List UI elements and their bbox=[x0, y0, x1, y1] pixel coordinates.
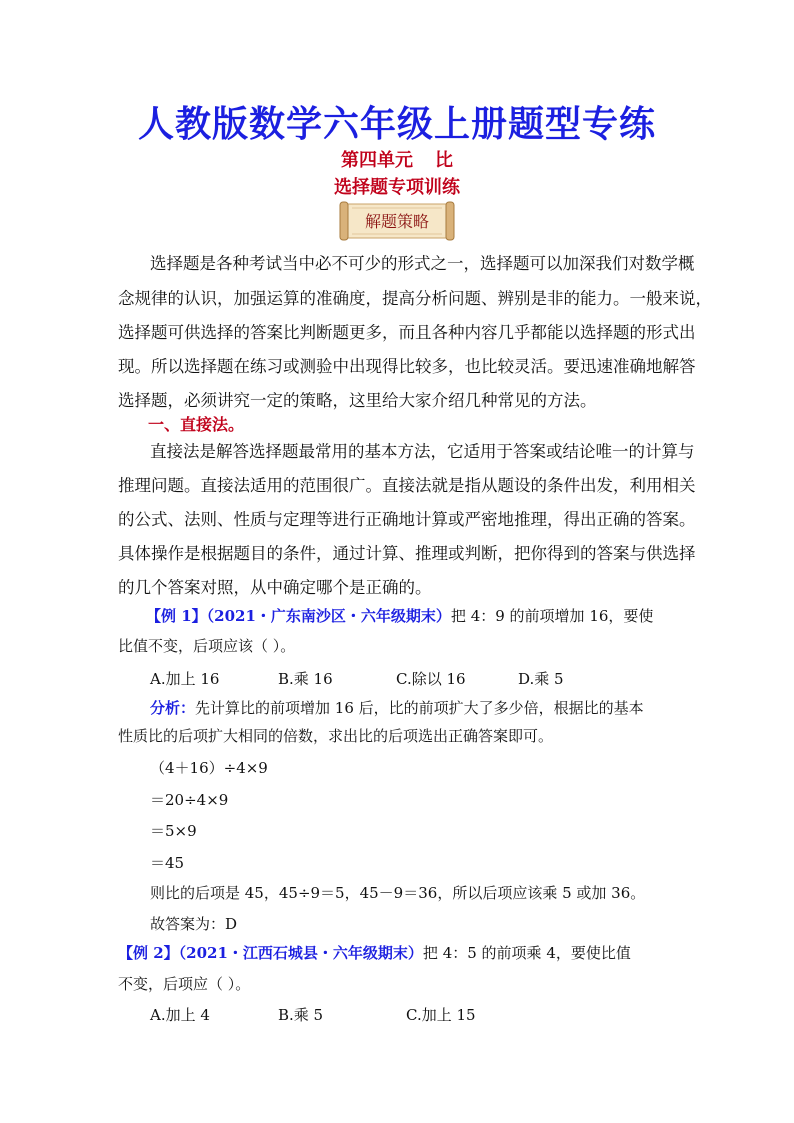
intro-line: 念规律的认识，加强运算的准确度，提高分析问题、辨别是非的能力。一般来说， bbox=[118, 289, 712, 308]
example2-question-cont: 不变，后项应（ ）。 bbox=[118, 975, 251, 993]
option-b: B.乘 16 bbox=[278, 670, 333, 688]
intro-line: 选择题，必须讲究一定的策略，这里给大家介绍几种常见的方法。 bbox=[118, 391, 597, 410]
option-a: A.加上 16 bbox=[150, 670, 220, 688]
analysis-text: 先计算比的前项增加 16 后，比的前项扩大了多少倍，根据比的基本 bbox=[195, 699, 644, 717]
strategy-scroll-banner bbox=[338, 200, 456, 242]
document-title: 人教版数学六年级上册题型专练 bbox=[137, 104, 656, 145]
unit-label: 第四单元 bbox=[341, 150, 413, 171]
example1-options bbox=[150, 668, 564, 690]
unit-heading bbox=[0, 146, 794, 172]
example1-question-cont: 比值不变，后项应该（ ）。 bbox=[118, 637, 296, 655]
strategy-label: 解题策略 bbox=[364, 212, 429, 231]
example1-tag: 【例 1】 bbox=[146, 607, 207, 625]
method-line: 的公式、法则、性质与定理等进行正确地计算或严密地推理，得出正确的答案。 bbox=[118, 510, 696, 529]
calc-step: ＝5×9 bbox=[150, 822, 197, 840]
example1-source: （2021・广东南沙区・六年级期末） bbox=[206, 607, 451, 625]
method-heading: 一、直接法。 bbox=[148, 415, 245, 434]
analysis-line bbox=[150, 697, 644, 719]
method-line: 推理问题。直接法适用的范围很广。直接法就是指从题设的条件出发，利用相关 bbox=[118, 476, 696, 495]
option-c: C.除以 16 bbox=[396, 670, 466, 688]
answer-text: 故答案为：D bbox=[150, 915, 238, 933]
analysis-label: 分析： bbox=[150, 699, 196, 717]
option-a: A.加上 4 bbox=[150, 1006, 210, 1024]
example1-question-text: 把 4：9 的前项增加 16，要使 bbox=[450, 607, 654, 625]
section-heading: 选择题专项训练 bbox=[334, 177, 460, 198]
example2-question bbox=[118, 942, 631, 964]
calc-step: ＝45 bbox=[150, 854, 185, 872]
example2-source: （2021・江西石城县・六年级期末） bbox=[178, 944, 423, 962]
option-d: D.乘 5 bbox=[518, 670, 564, 688]
example2-tag: 【例 2】 bbox=[118, 944, 179, 962]
calc-step: （4＋16）÷4×9 bbox=[150, 759, 268, 777]
method-line: 的几个答案对照，从中确定哪个是正确的。 bbox=[118, 578, 432, 597]
analysis-line-cont: 性质比的后项扩大相同的倍数，求出比的后项选出正确答案即可。 bbox=[118, 727, 554, 745]
intro-line: 选择题可供选择的答案比判断题更多，而且各种内容几乎都能以选择题的形式出 bbox=[118, 323, 696, 342]
method-line: 具体操作是根据题目的条件，通过计算、推理或判断，把你得到的答案与供选择 bbox=[118, 544, 696, 563]
intro-line: 选择题是各种考试当中必不可少的形式之一，选择题可以加深我们对数学概 bbox=[150, 254, 695, 273]
conclusion-text: 则比的后项是 45，45÷9＝5，45－9＝36，所以后项应该乘 5 或加 36。 bbox=[150, 884, 646, 902]
unit-topic: 比 bbox=[435, 150, 453, 171]
intro-line: 现。所以选择题在练习或测验中出现得比较多，也比较灵活。要迅速准确地解答 bbox=[118, 357, 696, 376]
calc-step: ＝20÷4×9 bbox=[150, 791, 229, 809]
example2-options bbox=[150, 1004, 476, 1026]
example1-question bbox=[146, 605, 653, 627]
option-b: B.乘 5 bbox=[278, 1006, 324, 1024]
option-c: C.加上 15 bbox=[406, 1006, 476, 1024]
method-line: 直接法是解答选择题最常用的基本方法，它适用于答案或结论唯一的计算与 bbox=[150, 442, 695, 461]
example2-question-text: 把 4：5 的前项乘 4，要使比值 bbox=[422, 944, 631, 962]
